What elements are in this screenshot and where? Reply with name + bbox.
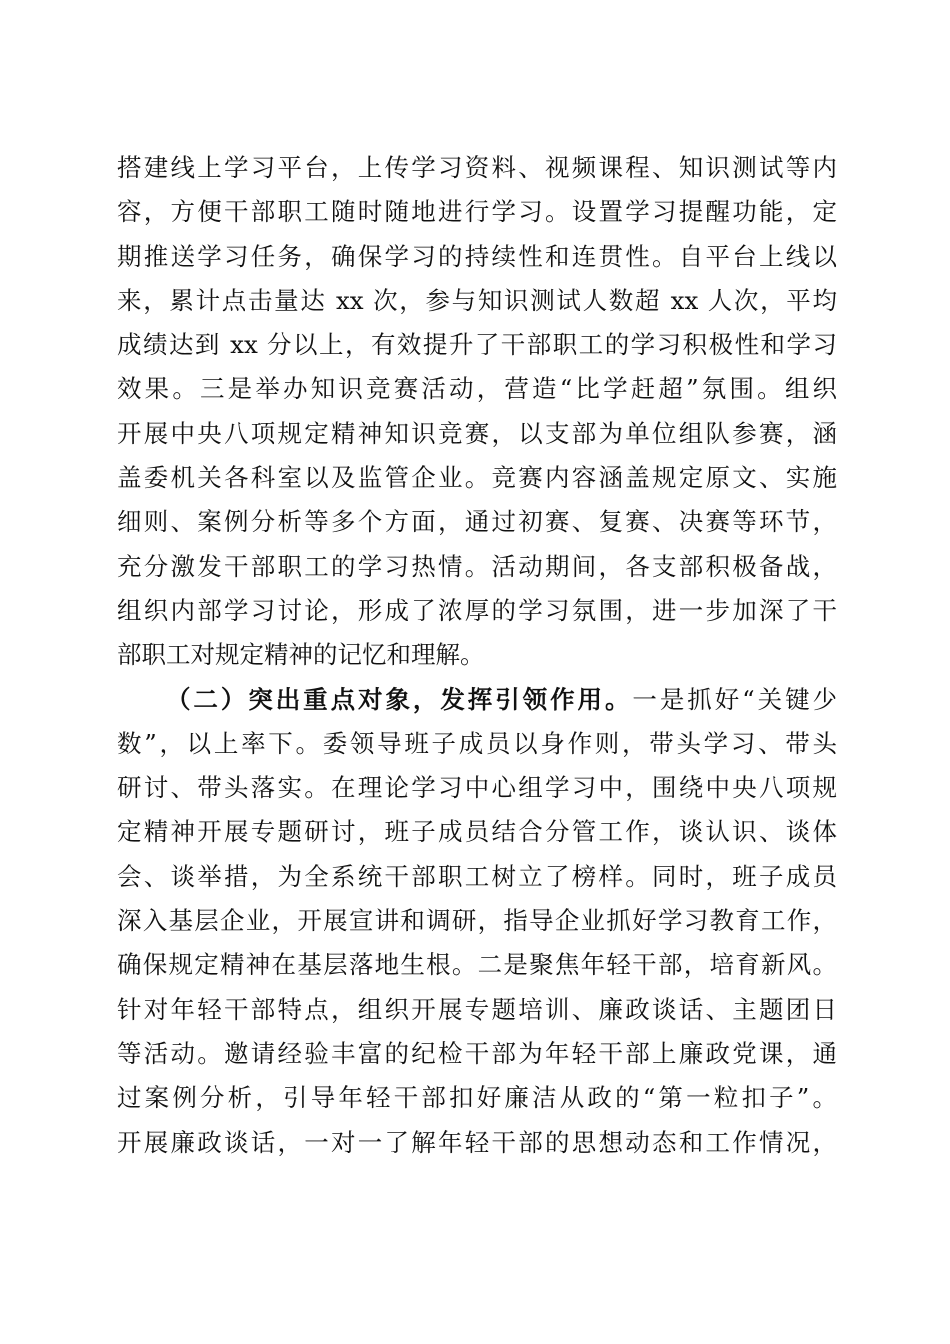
paragraph-line: 成绩达到 xx 分以上，有效提升了干部职工的学习积极性和学习 <box>117 330 837 360</box>
paragraph-line: 确保规定精神在基层落地生根。二是聚焦年轻干部，培育新风。 <box>117 950 837 980</box>
paragraph-line: 搭建线上学习平台，上传学习资料、视频课程、知识测试等内 <box>117 153 837 182</box>
paragraph-line: 效果。三是举办知识竞赛活动，营造“比学赶超”氛围。组织 <box>117 374 837 404</box>
paragraph-line: 会、谈举措，为全系统干部职工树立了榜样。同时，班子成员 <box>117 861 837 891</box>
paragraph-line: 过案例分析，引导年轻干部扣好廉洁从政的“第一粒扣子”。 <box>117 1083 837 1113</box>
paragraph-line: 充分激发干部职工的学习热情。活动期间，各支部积极备战， <box>117 551 837 581</box>
heading-continuation: 一是抓好“关键少 <box>632 684 837 714</box>
paragraph-line: 针对年轻干部特点，组织开展专题培训、廉政谈话、主题团日 <box>117 994 837 1024</box>
paragraph-line: 细则、案例分析等多个方面，通过初赛、复赛、决赛等环节， <box>117 507 837 537</box>
paragraph-line: 开展中央八项规定精神知识竞赛，以支部为单位组队参赛，涵 <box>117 418 837 448</box>
paragraph-last-line: 部职工对规定精神的记忆和理解。 <box>117 640 485 670</box>
paragraph-line: 定精神开展专题研讨，班子成员结合分管工作，谈认识、谈体 <box>117 817 837 847</box>
paragraph-line: 等活动。邀请经验丰富的纪检干部为年轻干部上廉政党课，通 <box>117 1038 837 1068</box>
paragraph-line: 来，累计点击量达 xx 次，参与知识测试人数超 xx 人次，平均 <box>117 285 837 315</box>
paragraph-first-line <box>117 678 837 722</box>
paragraph-line: 盖委机关各科室以及监管企业。竞赛内容涵盖规定原文、实施 <box>117 463 837 493</box>
paragraph-line: 深入基层企业，开展宣讲和调研，指导企业抓好学习教育工作， <box>117 906 837 936</box>
paragraph-line: 开展廉政谈话，一对一了解年轻干部的思想动态和工作情况， <box>117 1127 837 1157</box>
paragraph-line: 容，方便干部职工随时随地进行学习。设置学习提醒功能，定 <box>117 197 837 227</box>
document-body <box>117 146 837 1165</box>
paragraph-2 <box>117 678 837 1165</box>
paragraph-1 <box>117 146 837 678</box>
section-heading: （二）突出重点对象，发挥引领作用。 <box>166 684 633 714</box>
paragraph-line: 数”，以上率下。委领导班子成员以身作则，带头学习、带头 <box>117 728 837 758</box>
paragraph-line: 研讨、带头落实。在理论学习中心组学习中，围绕中央八项规 <box>117 773 837 803</box>
paragraph-line: 期推送学习任务，确保学习的持续性和连贯性。自平台上线以 <box>117 241 837 271</box>
paragraph-line: 组织内部学习讨论，形成了浓厚的学习氛围，进一步加深了干 <box>117 595 837 625</box>
